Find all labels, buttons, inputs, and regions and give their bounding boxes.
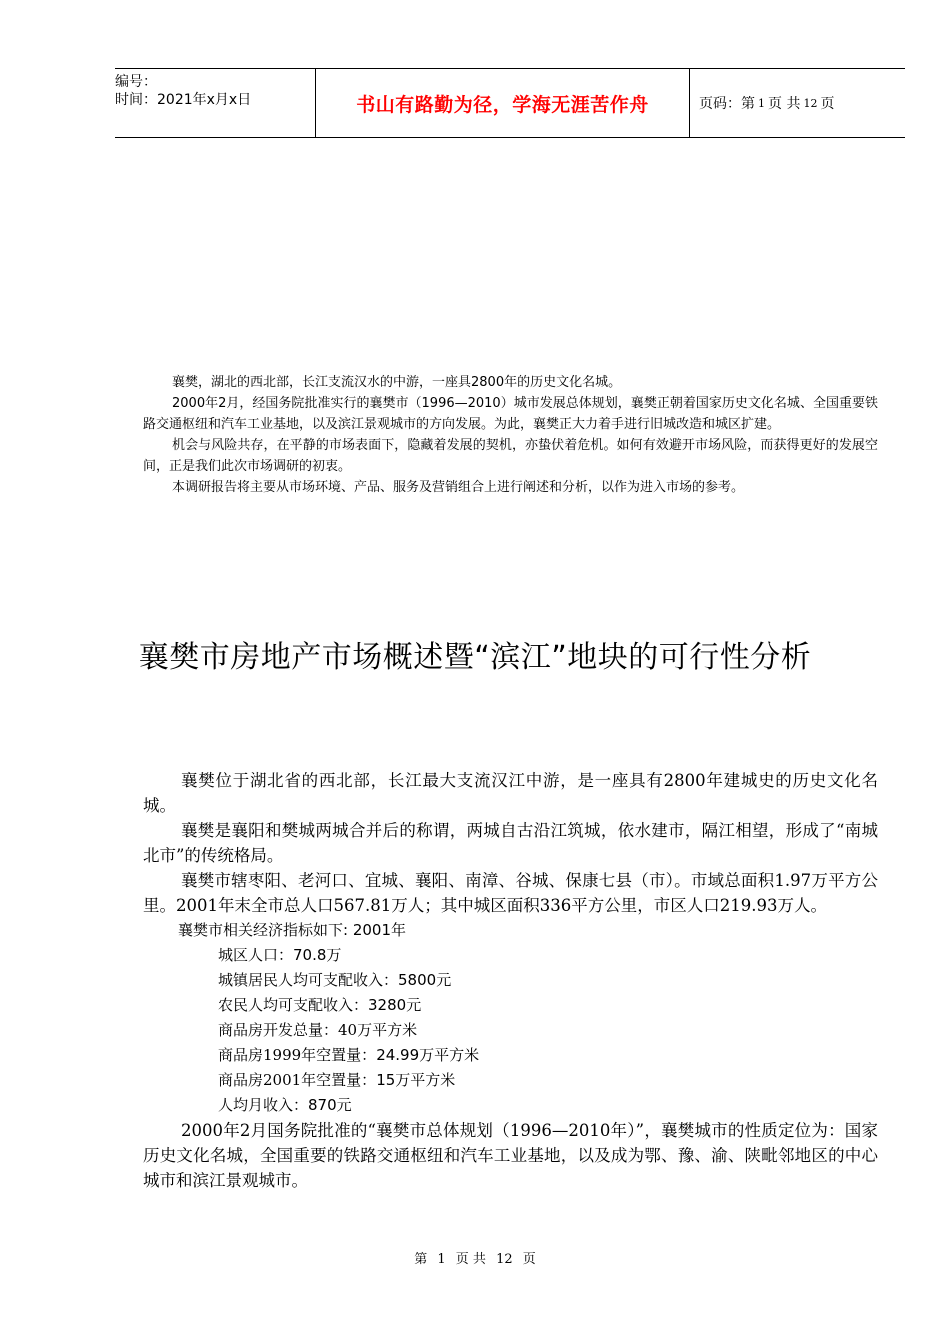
economy-item: 城区人口：70.8万 [218,946,342,964]
footer-suffix: 页 [522,1252,536,1267]
intro-paragraph: 襄樊，湖北的西北部，长江支流汉水的中游，一座具2800年的历史文化名城。 [172,375,622,390]
header-page-number [689,69,905,137]
body-paragraph: 襄樊是襄阳和樊城两城合并后的称谓，两城自古沿江筑城，依水建市，隔江相望，形成了“南城北市”的传统格局。 [143,821,878,865]
document-time-label: 时间：2021年x月x日 [115,92,252,108]
intro-section [143,372,878,498]
document-title: 襄樊市房地产市场概述暨“滨江”地块的可行性分析 [138,640,812,675]
page-suffix: 页 [820,96,835,112]
footer-prefix: 第 [414,1252,428,1267]
body-section [143,768,878,1193]
economy-item: 商品房1999年空置量：24.99万平方米 [218,1046,480,1064]
economy-item: 商品房2001年空置量：15万平方米 [218,1071,456,1089]
economy-item: 城镇居民人均可支配收入：5800元 [218,971,452,989]
intro-paragraph: 2000年2月，经国务院批准实行的襄樊市（1996—2010）城市发展总体规划，襄樊正朝着国家历史文化名城、全国重要铁路交通枢纽和汽车工业基地，以及滨江景观城市的方向发展。为此，襄樊正大力着手进行旧城改造和城区扩建。 [143,396,878,432]
body-paragraph: 襄樊市辖枣阳、老河口、宜城、襄阳、南漳、谷城、保康七县（市）。市域总面积1.97万平方公里。2001年末全市总人口567.81万人；其中城区面积336平方公里，市区人口219.93万人。 [143,871,878,915]
footer-page-total: 12 [496,1252,513,1267]
economy-item: 人均月收入：870元 [218,1096,352,1114]
footer-page-current: 1 [437,1252,446,1267]
intro-paragraph: 本调研报告将主要从市场环境、产品、服务及营销组合上进行阐述和分析，以作为进入市场的参考。 [172,480,745,495]
intro-paragraph: 机会与风险共存，在平静的市场表面下，隐藏着发展的契机，亦蛰伏着危机。如何有效避开市场风险，而获得更好的发展空间，正是我们此次市场调研的初衷。 [143,438,878,474]
footer-mid: 页 共 [455,1252,486,1267]
economy-list [143,943,878,1118]
economy-item: 农民人均可支配收入：3280元 [218,996,422,1014]
page-prefix: 页码：第 [699,96,755,112]
header-motto: 书山有路勤为径，学海无涯苦作舟 [315,69,690,137]
closing-paragraph: 2000年2月国务院批准的“襄樊市总体规划（1996—2010年）”，襄樊城市的性质定位为：国家历史文化名城，全国重要的铁路交通枢纽和汽车工业基地，以及成为鄂、豫、渝、陕毗邻地区的中心城市和滨江景观城市。 [143,1121,878,1190]
page-total: 12 [803,96,818,110]
page-current: 1 [758,96,765,110]
economy-item: 商品房开发总量：40万平方米 [218,1021,418,1039]
page-footer [0,1248,950,1267]
page-header [115,68,905,138]
body-paragraph: 襄樊位于湖北省的西北部，长江最大支流汉江中游，是一座具有2800年建城史的历史文化名城。 [143,771,878,815]
header-meta [115,69,315,137]
document-number-label: 编号： [115,74,157,90]
page-mid: 页 共 [768,96,801,112]
economy-heading: 襄樊市相关经济指标如下: 2001年 [178,921,406,939]
